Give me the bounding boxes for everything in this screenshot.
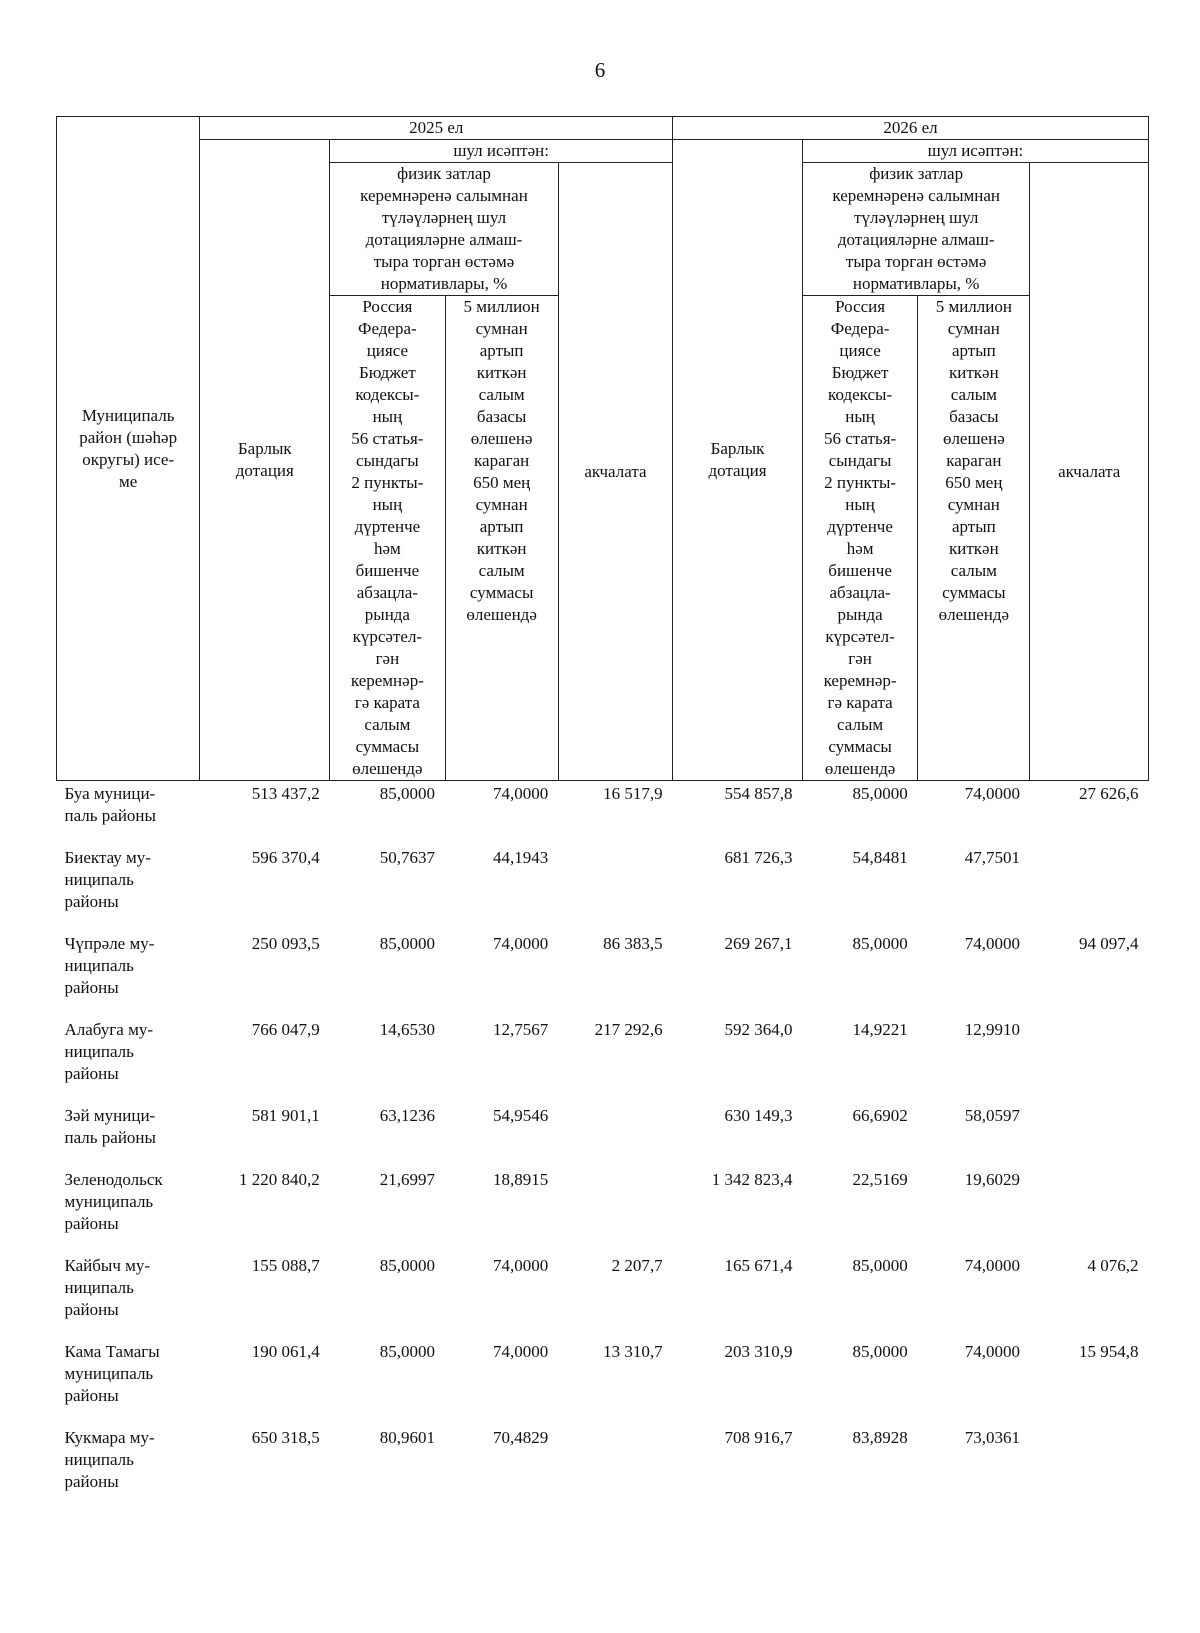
cell-norm-a-2025: 14,6530 bbox=[379, 1020, 436, 1039]
cell-total-2025: 766 047,9 bbox=[251, 1020, 320, 1039]
table-body bbox=[57, 781, 1149, 1508]
header-tax-base-2025: 5 миллион сумнан артып киткән салым базасы өлешенә караган 650 мең сумнан артып киткән салым суммасы өлешендә bbox=[445, 296, 558, 781]
cell-total-2026: 592 364,0 bbox=[724, 1020, 793, 1039]
cell-total-2026: 554 857,8 bbox=[724, 784, 793, 803]
header-of-which-2025: шул исәптән: bbox=[330, 140, 673, 163]
cell-akchalata-2025 bbox=[558, 841, 672, 927]
table-header bbox=[57, 117, 1149, 781]
cell-norm-a-2025: 85,0000 bbox=[379, 1342, 436, 1361]
cell-total-2025: 1 220 840,2 bbox=[238, 1170, 320, 1189]
cell-municipality: Кукмара му- ниципаль районы bbox=[64, 1428, 155, 1491]
cell-municipality: Зеленодольск муниципаль районы bbox=[64, 1170, 163, 1233]
cell-total-2026: 681 726,3 bbox=[724, 848, 793, 867]
header-budget-code-2026: Россия Федера- циясе Бюджет кодексы- ның 56 статья- сындагы 2 пункты- ның дүртенче һәм бишенче абзацла- рында күрсәтел- гән керемнәр- гә карата салым суммасы өлешендә bbox=[802, 296, 917, 781]
cell-akchalata-2026 bbox=[1030, 1421, 1149, 1507]
header-total-2025: Барлык дотация bbox=[200, 140, 330, 781]
cell-municipality: Чүпрәле му- ниципаль районы bbox=[64, 934, 155, 997]
cell-norm-a-2025: 85,0000 bbox=[379, 934, 436, 953]
cell-norm-b-2026: 73,0361 bbox=[964, 1428, 1020, 1447]
cell-norm-a-2026: 54,8481 bbox=[852, 848, 908, 867]
cell-total-2026: 203 310,9 bbox=[724, 1342, 793, 1361]
header-total-2026: Барлык дотация bbox=[673, 140, 803, 781]
cell-norm-a-2026: 14,9221 bbox=[852, 1020, 908, 1039]
cell-norm-b-2025: 70,4829 bbox=[493, 1428, 549, 1447]
page-number: 6 bbox=[594, 58, 606, 82]
header-normatives-2025: физик затлар керемнәренә салымнан түләүләрнең шул дотацияләрне алмаш- тыра торган өстәмә нормативлары, % bbox=[330, 163, 559, 296]
cell-municipality: Зәй муници- паль районы bbox=[64, 1106, 156, 1147]
cell-akchalata-2025: 13 310,7 bbox=[603, 1342, 663, 1361]
cell-municipality: Биектау му- ниципаль районы bbox=[64, 848, 151, 911]
cell-municipality: Буа муници- паль районы bbox=[64, 784, 156, 825]
table-row bbox=[57, 781, 1149, 842]
cell-akchalata-2026 bbox=[1030, 841, 1149, 927]
table-row bbox=[57, 1099, 1149, 1163]
header-akchalata-2025: акчалата bbox=[558, 163, 672, 781]
cell-norm-b-2025: 74,0000 bbox=[493, 784, 549, 803]
cell-municipality: Кайбыч му- ниципаль районы bbox=[64, 1256, 151, 1319]
cell-norm-a-2026: 85,0000 bbox=[852, 784, 908, 803]
cell-norm-a-2026: 85,0000 bbox=[852, 934, 908, 953]
cell-norm-a-2025: 50,7637 bbox=[379, 848, 436, 867]
cell-norm-b-2025: 12,7567 bbox=[493, 1020, 549, 1039]
cell-total-2025: 250 093,5 bbox=[251, 934, 320, 953]
cell-akchalata-2025: 217 292,6 bbox=[594, 1020, 663, 1039]
cell-norm-a-2026: 85,0000 bbox=[852, 1342, 908, 1361]
table-row bbox=[57, 1335, 1149, 1421]
dotation-table bbox=[56, 116, 1149, 1507]
cell-total-2025: 190 061,4 bbox=[251, 1342, 320, 1361]
cell-norm-b-2026: 74,0000 bbox=[964, 1342, 1020, 1361]
cell-norm-a-2025: 85,0000 bbox=[379, 784, 436, 803]
table-row bbox=[57, 927, 1149, 1013]
cell-akchalata-2026 bbox=[1030, 1163, 1149, 1249]
cell-akchalata-2026 bbox=[1030, 1013, 1149, 1099]
cell-akchalata-2026: 94 097,4 bbox=[1079, 934, 1139, 953]
cell-total-2025: 650 318,5 bbox=[251, 1428, 320, 1447]
cell-norm-a-2026: 66,6902 bbox=[852, 1106, 908, 1125]
cell-akchalata-2025 bbox=[558, 1099, 672, 1163]
cell-norm-b-2025: 74,0000 bbox=[493, 1342, 549, 1361]
cell-akchalata-2025: 86 383,5 bbox=[603, 934, 663, 953]
cell-norm-b-2025: 74,0000 bbox=[493, 934, 549, 953]
cell-norm-b-2026: 19,6029 bbox=[964, 1170, 1020, 1189]
table-row bbox=[57, 1013, 1149, 1099]
cell-total-2026: 630 149,3 bbox=[724, 1106, 793, 1125]
table-row bbox=[57, 1421, 1149, 1507]
cell-norm-b-2026: 47,7501 bbox=[964, 848, 1020, 867]
cell-norm-b-2026: 58,0597 bbox=[964, 1106, 1020, 1125]
cell-total-2025: 155 088,7 bbox=[251, 1256, 320, 1275]
cell-total-2025: 581 901,1 bbox=[251, 1106, 320, 1125]
cell-akchalata-2025 bbox=[558, 1421, 672, 1507]
cell-norm-b-2025: 44,1943 bbox=[493, 848, 549, 867]
cell-norm-b-2025: 74,0000 bbox=[493, 1256, 549, 1275]
cell-norm-a-2026: 22,5169 bbox=[852, 1170, 908, 1189]
cell-norm-b-2026: 74,0000 bbox=[964, 784, 1020, 803]
header-tax-base-2026: 5 миллион сумнан артып киткән салым базасы өлешенә караган 650 мең сумнан артып киткән салым суммасы өлешендә bbox=[918, 296, 1030, 781]
cell-norm-b-2026: 74,0000 bbox=[964, 1256, 1020, 1275]
cell-total-2025: 513 437,2 bbox=[251, 784, 320, 803]
header-akchalata-2026: акчалата bbox=[1030, 163, 1149, 781]
cell-total-2026: 708 916,7 bbox=[724, 1428, 793, 1447]
cell-norm-a-2026: 83,8928 bbox=[852, 1428, 908, 1447]
header-year-2026: 2026 ел bbox=[673, 117, 1149, 140]
table-row bbox=[57, 841, 1149, 927]
cell-norm-a-2026: 85,0000 bbox=[852, 1256, 908, 1275]
header-municipality: Муниципаль район (шәһәр округы) исе- ме bbox=[57, 117, 200, 781]
header-budget-code-2025: Россия Федера- циясе Бюджет кодексы- ның 56 статья- сындагы 2 пункты- ның дүртенче һәм бишенче абзацла- рында күрсәтел- гән керемнәр- гә карата салым суммасы өлешендә bbox=[330, 296, 445, 781]
cell-akchalata-2025 bbox=[558, 1163, 672, 1249]
cell-norm-a-2025: 63,1236 bbox=[379, 1106, 436, 1125]
cell-municipality: Алабуга му- ниципаль районы bbox=[64, 1020, 153, 1083]
cell-municipality: Кама Тамагы муниципаль районы bbox=[64, 1342, 160, 1405]
cell-total-2026: 1 342 823,4 bbox=[711, 1170, 793, 1189]
cell-akchalata-2026: 4 076,2 bbox=[1087, 1256, 1139, 1275]
cell-total-2025: 596 370,4 bbox=[251, 848, 320, 867]
cell-norm-b-2025: 18,8915 bbox=[493, 1170, 549, 1189]
cell-norm-b-2026: 12,9910 bbox=[964, 1020, 1020, 1039]
table-row bbox=[57, 1249, 1149, 1335]
table-row bbox=[57, 1163, 1149, 1249]
cell-norm-b-2025: 54,9546 bbox=[493, 1106, 549, 1125]
cell-norm-a-2025: 85,0000 bbox=[379, 1256, 436, 1275]
header-year-2025: 2025 ел bbox=[200, 117, 673, 140]
cell-akchalata-2025: 16 517,9 bbox=[603, 784, 663, 803]
cell-norm-a-2025: 80,9601 bbox=[379, 1428, 436, 1447]
header-normatives-2026: физик затлар керемнәренә салымнан түләүләрнең шул дотацияләрне алмаш- тыра торган өстәмә нормативлары, % bbox=[802, 163, 1030, 296]
header-of-which-2026: шул исәптән: bbox=[802, 140, 1148, 163]
cell-akchalata-2026: 27 626,6 bbox=[1079, 784, 1139, 803]
cell-norm-b-2026: 74,0000 bbox=[964, 934, 1020, 953]
cell-akchalata-2026: 15 954,8 bbox=[1079, 1342, 1139, 1361]
cell-norm-a-2025: 21,6997 bbox=[379, 1170, 436, 1189]
cell-total-2026: 165 671,4 bbox=[724, 1256, 793, 1275]
cell-total-2026: 269 267,1 bbox=[724, 934, 793, 953]
cell-akchalata-2026 bbox=[1030, 1099, 1149, 1163]
cell-akchalata-2025: 2 207,7 bbox=[611, 1256, 663, 1275]
